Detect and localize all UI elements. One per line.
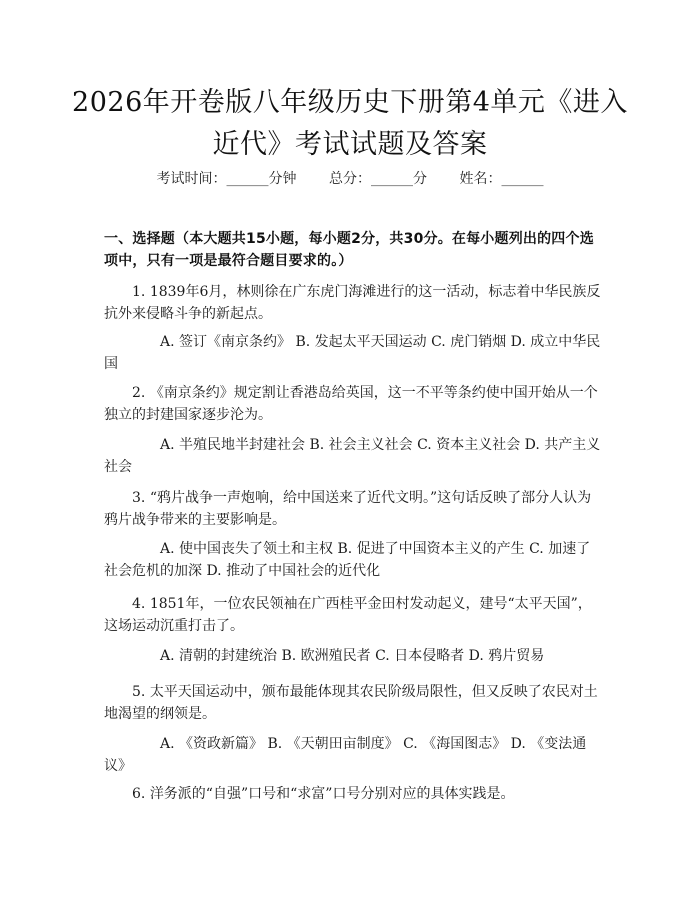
question-5 [104, 681, 602, 725]
question-number: 1. [132, 284, 146, 300]
question-2 [104, 382, 602, 426]
question-stem: 1839年6月，林则徐在广东虎门海滩进行的这一活动，标志着中华民族反抗外来侵略斗争的新起点。 [104, 284, 601, 322]
question-stem: 太平天国运动中，颁布最能体现其农民阶级局限性，但又反映了农民对土地渴望的纲领是。 [104, 684, 598, 722]
document-title: 2026年开卷版八年级历史下册第4单元《进入近代》考试试题及答案 [72, 87, 628, 160]
question-stem: 洋务派的“自强”口号和“求富”口号分别对应的具体实践是。 [149, 786, 515, 802]
student-name-field: 姓名：______ [459, 171, 544, 187]
question-number: 2. [132, 385, 146, 401]
question-4-options: A. 清朝的封建统治 B. 欧洲殖民者 C. 日本侵略者 D. 鸦片贸易 [160, 648, 545, 664]
question-stem: 1851年，一位农民领袖在广西桂平金田村发动起义，建号“太平天国”，这场运动沉重打击了。 [104, 596, 592, 634]
question-number: 4. [132, 596, 146, 612]
question-1 [104, 281, 602, 325]
question-number: 3. [132, 490, 146, 506]
question-3-options: A. 使中国丧失了领土和主权 B. 促进了中国资本主义的产生 C. 加速了社会危机的加深 D. 推动了中国社会的近代化 [104, 541, 591, 579]
question-2-options: A. 半殖民地半封建社会 B. 社会主义社会 C. 资本主义社会 D. 共产主义社会 [104, 437, 601, 475]
question-4 [104, 593, 602, 637]
exam-time-field: 考试时间：______分钟 [156, 171, 297, 187]
question-5-options: A. 《资政新篇》 B. 《天朝田亩制度》 C. 《海国图志》 D. 《变法通议》 [104, 736, 587, 774]
question-6 [104, 783, 602, 805]
question-stem: 《南京条约》规定割让香港岛给英国，这一不平等条约使中国开始从一个独立的封建国家逐步沦为。 [104, 385, 598, 423]
section-heading: 一、选择题（本大题共15小题，每小题2分，共30分。在每小题列出的四个选项中，只有一项是最符合题目要求的。） [104, 231, 594, 269]
total-score-field: 总分：______分 [329, 171, 427, 187]
exam-info [0, 170, 700, 188]
question-1-options: A. 签订《南京条约》 B. 发起太平天国运动 C. 虎门销烟 D. 成立中华民国 [104, 334, 601, 372]
question-3 [104, 487, 602, 531]
question-stem: “鸦片战争一声炮响，给中国送来了近代文明。”这句话反映了部分人认为鸦片战争带来的主要影响是。 [104, 490, 592, 528]
question-number: 6. [132, 786, 146, 802]
question-number: 5. [132, 684, 146, 700]
